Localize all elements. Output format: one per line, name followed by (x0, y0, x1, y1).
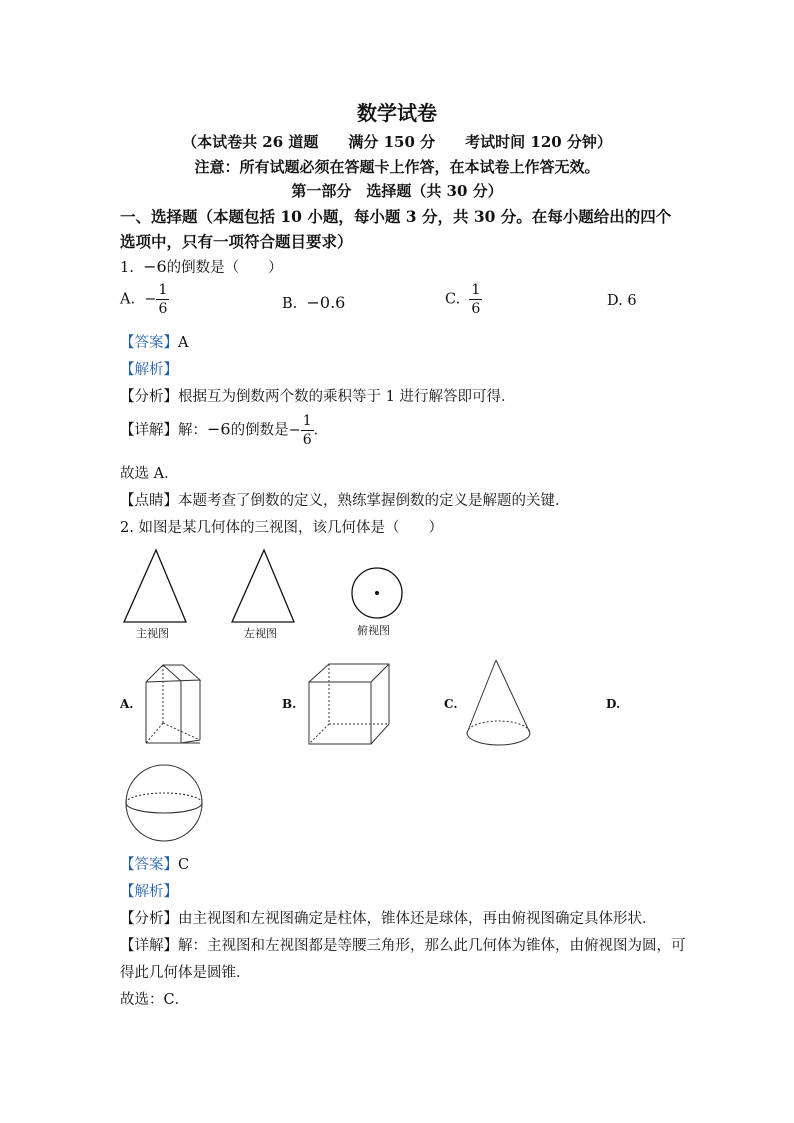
q1-dianjing-text: 本题考查了倒数的定义，熟练掌握倒数的定义是解题的关键． (178, 493, 570, 509)
part-heading: 第一部分 选择题（共 30 分） (291, 182, 503, 200)
q2-fenxi (120, 907, 657, 928)
q1-xiangjie-mid: 的倒数是 (230, 422, 289, 439)
q1-option-c (445, 283, 482, 316)
q2-option-d-label: D. (606, 697, 621, 711)
prism-icon (140, 660, 215, 748)
q1-option-c-numerator: 1 (471, 282, 481, 298)
q2-xiangjie-line2: 得此几何体是圆锥． (120, 965, 251, 981)
q1-answer (120, 331, 188, 352)
q1-xiangjie-value: −6 (207, 419, 231, 439)
exam-notice: 注意：所有试题必须在答题卡上作答，在本试卷上作答无效。 (194, 158, 600, 176)
q1-option-c-denominator: 6 (471, 301, 481, 317)
left-view-figure (230, 548, 298, 626)
q2-answer (120, 853, 189, 874)
q1-answer-value: A (178, 335, 189, 351)
q2-stem: 2. 如图是某几何体的三视图，该几何体是（ ） (120, 520, 443, 536)
q2-xiangjie (120, 934, 686, 955)
q1-option-d-label: D. (607, 293, 623, 309)
q1-xiangjie-tag: 【详解】 (120, 422, 178, 439)
q2-fenxi-text: 由主视图和左视图确定是柱体，锥体还是球体，再由俯视图确定具体形状． (178, 911, 657, 927)
q1-answer-tag: 【答案】 (120, 335, 178, 351)
q1-fenxi-tag: 【分析】 (120, 389, 178, 405)
q2-answer-tag: 【答案】 (120, 857, 178, 873)
q1-xiangjie-numerator: 1 (302, 413, 312, 429)
q1-option-a-fraction (156, 283, 169, 316)
front-view-caption: 主视图 (136, 627, 169, 640)
q1-option-a-sign: − (144, 291, 157, 308)
q2-option-a-label: A. (120, 697, 134, 711)
front-view-triangle (124, 550, 186, 622)
q2-choose: 故选：C． (120, 992, 190, 1008)
q1-choose: 故选 A． (120, 466, 179, 482)
q1-option-a-label: A. (120, 291, 136, 308)
q2-fenxi-tag: 【分析】 (120, 911, 178, 927)
q1-option-b-label: B. (282, 296, 298, 312)
q1-xiangjie (120, 414, 328, 447)
q2-option-c-label: C. (444, 697, 458, 711)
q1-xiangjie-fraction (301, 414, 314, 447)
q1-option-a (120, 283, 169, 316)
q1-analysis-tag: 【解析】 (120, 362, 178, 378)
q1-value: −6 (143, 257, 167, 276)
top-view-figure (348, 566, 408, 622)
q1-xiangjie-pre: 解： (178, 422, 207, 439)
q1-fenxi (120, 385, 515, 406)
cone-icon (462, 656, 537, 750)
q2-xiangjie-tag: 【详解】 (120, 938, 178, 954)
q1-option-a-numerator: 1 (158, 282, 168, 298)
q2-option-b-label: B. (282, 697, 297, 711)
q1-option-c-fraction (469, 283, 482, 316)
left-view-triangle (232, 550, 294, 622)
q1-stem-text: 的倒数是（ ） (166, 260, 283, 276)
q1-dianjing (120, 489, 570, 510)
sphere-icon (122, 762, 206, 844)
cube-icon (305, 660, 395, 748)
section-heading-line1: 一、选择题（本题包括 10 小题，每小题 3 分，共 30 分。在每小题给出的四个 (120, 207, 672, 226)
q1-xiangjie-end: ． (313, 422, 329, 439)
q1-option-d (607, 293, 637, 309)
q1-option-b-value: −0.6 (306, 293, 346, 312)
q1-option-c-label: C. (445, 291, 461, 308)
q1-option-b (282, 293, 345, 312)
top-view-center-dot (375, 591, 379, 595)
q1-dianjing-tag: 【点睛】 (120, 493, 178, 509)
q1-xiangjie-sign: − (288, 422, 301, 439)
q2-analysis-tag: 【解析】 (120, 884, 178, 900)
q1-number: 1. (120, 260, 134, 276)
section-heading-line2: 选项中，只有一项符合题目要求） (120, 232, 353, 251)
top-view-caption: 俯视图 (357, 624, 390, 637)
front-view-figure (122, 548, 190, 626)
q1-fenxi-text: 根据互为倒数两个数的乘积等于 1 进行解答即可得． (178, 389, 516, 405)
q1-option-d-value: 6 (627, 293, 637, 309)
q1-xiangjie-denominator: 6 (302, 432, 312, 448)
q2-answer-value: C (178, 857, 190, 873)
q1-option-a-denominator: 6 (158, 301, 168, 317)
page-title: 数学试卷 (357, 101, 437, 125)
exam-info: （本试卷共 26 道题 满分 150 分 考试时间 120 分钟） (182, 133, 612, 151)
q2-xiangjie-line1: 解：主视图和左视图都是等腰三角形，那么此几何体为锥体，由俯视图为圆，可 (178, 938, 686, 954)
q1-stem (120, 256, 283, 277)
left-view-caption: 左视图 (244, 627, 277, 640)
